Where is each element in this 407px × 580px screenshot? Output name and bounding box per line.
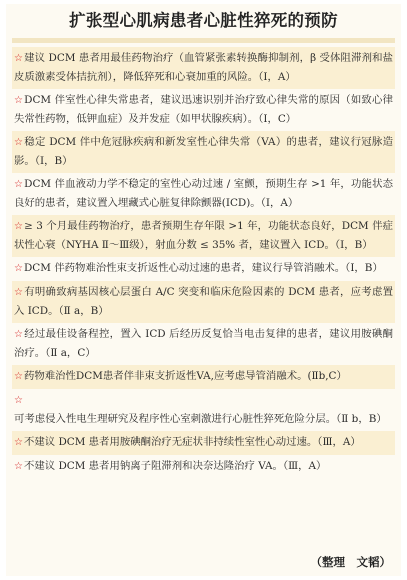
star-bullet-icon: ☆ (14, 53, 24, 64)
recommendation-item (12, 281, 395, 323)
recommendation-text: ≥ 3 个月最佳药物治疗，患者预期生存年限 >1 年，功能状态良好，DCM 伴症状性心衰（NYHA Ⅱ～Ⅲ级），射血分数 ≤ 35% 者，建议置入 ICD。（Ⅰ，B） (14, 220, 393, 251)
recommendation-item (12, 89, 395, 131)
recommendation-text: DCM 伴药物难治性束支折返性心动过速的患者，建议行导管消融术。（Ⅰ，B） (23, 262, 383, 274)
credit-line: （整理 文韬） (310, 555, 391, 569)
recommendation-item (12, 215, 395, 257)
recommendation-item (12, 323, 395, 365)
recommendation-item (12, 173, 395, 215)
star-bullet-icon: ☆ (14, 437, 23, 448)
star-bullet-icon: ☆ (14, 179, 24, 190)
recommendation-text: 可考虑侵入性电生理研究及程序性心室刺激进行心脏性猝死危险分层。（Ⅱ b，B） (14, 413, 387, 425)
recommendation-item (12, 257, 395, 281)
recommendation-text: DCM 伴血液动力学不稳定的室性心动过速 / 室颤，预期生存 >1 年，功能状态良好的患者，建议置入埋藏式心脏复律除颤器(ICD)。（Ⅰ，A） (14, 178, 394, 209)
recommendation-item (12, 365, 395, 389)
recommendation-text: 不建议 DCM 患者用钠离子阻滞剂和决奈达隆治疗 VA。（Ⅲ，A） (23, 460, 327, 472)
recommendation-text: DCM 伴室性心律失常患者，建议迅速识别并治疗致心律失常的原因（如致心律失常性药物，低钾血症）及并发症（如甲状腺疾病）。（Ⅰ，C） (14, 94, 393, 125)
page-title: 扩张型心肌病患者心脏性猝死的预防 (69, 11, 338, 30)
star-bullet-icon: ☆ (14, 221, 24, 232)
star-bullet-icon: ☆ (14, 137, 24, 148)
recommendation-item (12, 389, 395, 431)
star-bullet-icon: ☆ (14, 371, 23, 382)
star-bullet-icon: ☆ (14, 287, 24, 298)
star-bullet-icon: ☆ (14, 461, 23, 472)
recommendation-text: 有明确致病基因核心层蛋白 A/C 突变和临床危险因素的 DCM 患者，应考虑置入 ICD。（Ⅱ a，B） (14, 286, 393, 317)
star-bullet-icon: ☆ (14, 395, 23, 406)
recommendation-text: 不建议 DCM 患者用胺碘酮治疗无症状非持续性室性心动过速。（Ⅲ，A） (23, 436, 361, 448)
star-bullet-icon: ☆ (14, 95, 24, 106)
recommendation-item (12, 431, 395, 455)
recommendation-text: 药物难治性DCM患者伴非束支折返性VA,应考虑导管消融术。(Ⅱb,C） (23, 370, 347, 382)
star-bullet-icon: ☆ (14, 329, 24, 340)
star-bullet-icon: ☆ (14, 263, 23, 274)
recommendation-text: 经过最佳设备程控，置入 ICD 后经历反复恰当电击复律的患者，建议用胺碘酮治疗。（Ⅱ a，C） (14, 328, 393, 359)
recommendation-text: 建议 DCM 患者用最佳药物治疗（血管紧张素转换酶抑制剂，β 受体阻滞剂和盐皮质激素受体拮抗剂），降低猝死和心衰加重的风险。（Ⅰ，A） (14, 52, 393, 83)
guideline-box (6, 4, 401, 576)
recommendation-item (12, 455, 395, 479)
recommendation-item (12, 131, 395, 173)
recommendation-text: 稳定 DCM 伴中危冠脉疾病和新发室性心律失常（VA）的患者，建议行冠脉造影。（Ⅰ，B） (14, 136, 394, 167)
recommendation-item (12, 47, 395, 89)
recommendation-list (6, 43, 401, 479)
